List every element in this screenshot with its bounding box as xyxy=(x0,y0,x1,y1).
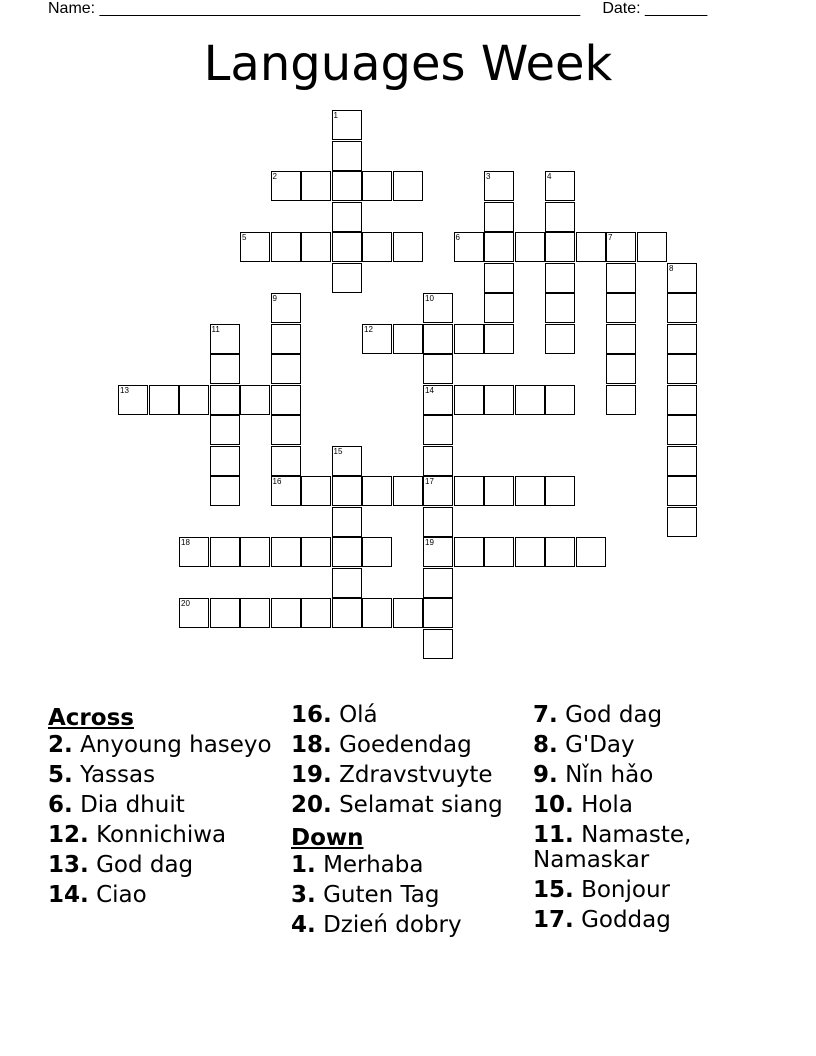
grid-cell[interactable] xyxy=(393,171,423,201)
grid-cell[interactable] xyxy=(423,568,453,598)
clue-item-text: Guten Tag xyxy=(323,882,440,908)
clue-number: 3 xyxy=(486,172,491,181)
grid-cell[interactable] xyxy=(606,232,636,262)
clue-item xyxy=(291,853,531,878)
grid-cell[interactable] xyxy=(484,537,514,567)
grid-cell[interactable] xyxy=(484,202,514,232)
grid-cell[interactable] xyxy=(545,293,575,323)
grid-cell[interactable] xyxy=(332,476,362,506)
grid-cell[interactable] xyxy=(271,598,301,628)
grid-cell[interactable] xyxy=(484,232,514,262)
grid-cell[interactable] xyxy=(667,324,697,354)
grid-cell[interactable] xyxy=(210,598,240,628)
grid-cell[interactable] xyxy=(332,598,362,628)
clue-number: 16 xyxy=(272,477,282,486)
grid-cell[interactable] xyxy=(271,354,301,384)
clue-number: 1 xyxy=(333,111,338,120)
clue-item-number: 12. xyxy=(48,822,89,848)
grid-cell[interactable] xyxy=(423,507,453,537)
clue-number: 9 xyxy=(272,294,277,303)
clue-item-number: 6. xyxy=(48,792,73,818)
grid-cell[interactable] xyxy=(545,385,575,415)
grid-cell[interactable] xyxy=(332,263,362,293)
grid-cell[interactable] xyxy=(606,354,636,384)
clue-item-number: 14. xyxy=(48,882,89,908)
clue-number: 12 xyxy=(364,324,373,334)
clue-item xyxy=(48,763,288,788)
grid-cell[interactable] xyxy=(149,385,179,415)
grid-cell[interactable] xyxy=(454,324,484,354)
clue-item-number: 20. xyxy=(291,792,332,818)
grid-cell[interactable] xyxy=(606,293,636,323)
grid-cell[interactable] xyxy=(484,476,514,506)
clue-number: 15 xyxy=(333,446,343,456)
grid-cell[interactable] xyxy=(515,232,545,262)
clue-number: 5 xyxy=(242,233,247,242)
clue-item xyxy=(533,823,773,873)
grid-cell[interactable] xyxy=(454,232,484,262)
clue-number: 19 xyxy=(425,538,434,547)
grid-cell[interactable] xyxy=(118,385,148,415)
grid-cell[interactable] xyxy=(454,476,484,506)
clue-column-1 xyxy=(48,703,288,913)
clue-item-text: Goedendag xyxy=(339,732,472,758)
grid-cell[interactable] xyxy=(210,324,240,354)
clue-item-text: Konnichiwa xyxy=(96,822,227,848)
grid-cell[interactable] xyxy=(179,598,209,628)
grid-cell[interactable] xyxy=(667,263,697,293)
clue-number: 20 xyxy=(181,599,190,608)
grid-cell[interactable] xyxy=(515,537,545,567)
grid-cell[interactable] xyxy=(667,507,697,537)
grid-cell[interactable] xyxy=(271,293,301,323)
clue-number: 7 xyxy=(608,233,613,242)
grid-cell[interactable] xyxy=(362,476,392,506)
grid-cell[interactable] xyxy=(332,202,362,232)
name-label: Name: xyxy=(48,0,96,17)
clue-item xyxy=(291,733,531,758)
grid-cell[interactable] xyxy=(362,537,392,567)
page-title: Languages Week xyxy=(203,36,613,92)
clue-item-text: Nǐn hǎo xyxy=(565,762,654,788)
down-heading: Down xyxy=(291,825,364,851)
clue-item-number: 9. xyxy=(533,762,558,788)
grid-cell[interactable] xyxy=(393,324,423,354)
grid-cell[interactable] xyxy=(301,537,331,567)
grid-cell[interactable] xyxy=(362,232,392,262)
clue-item-number: 5. xyxy=(48,762,73,788)
grid-cell[interactable] xyxy=(606,324,636,354)
grid-cell[interactable] xyxy=(576,537,606,567)
grid-cell[interactable] xyxy=(271,476,301,506)
grid-cell[interactable] xyxy=(423,629,453,659)
clue-item-text: G'Day xyxy=(565,732,635,758)
grid-cell[interactable] xyxy=(606,263,636,293)
grid-cell[interactable] xyxy=(301,476,331,506)
clue-item-text: God dag xyxy=(96,852,194,878)
clue-item xyxy=(533,763,773,788)
clue-item xyxy=(533,908,773,933)
clue-item-number: 17. xyxy=(533,907,574,933)
grid-cell[interactable] xyxy=(637,232,667,262)
grid-cell[interactable] xyxy=(179,537,209,567)
clue-column-3 xyxy=(533,703,773,938)
grid-cell[interactable] xyxy=(240,385,270,415)
clue-item xyxy=(533,878,773,903)
clue-number: 4 xyxy=(547,172,552,181)
grid-cell[interactable] xyxy=(667,385,697,415)
grid-cell[interactable] xyxy=(332,507,362,537)
clue-item-number: 10. xyxy=(533,792,574,818)
clue-item xyxy=(291,913,531,938)
grid-cell[interactable] xyxy=(667,446,697,476)
grid-cell[interactable] xyxy=(515,476,545,506)
clue-item-text: Anyoung haseyo xyxy=(80,732,272,758)
grid-cell[interactable] xyxy=(271,415,301,445)
clue-column-2 xyxy=(291,703,531,943)
grid-cell[interactable] xyxy=(484,171,514,201)
clue-number: 17 xyxy=(425,477,434,486)
clue-number: 14 xyxy=(425,385,434,395)
clue-item xyxy=(533,793,773,818)
clue-number: 6 xyxy=(455,233,460,242)
clue-number: 10 xyxy=(425,294,434,303)
grid-cell[interactable] xyxy=(393,232,423,262)
clue-item-number: 4. xyxy=(291,912,316,938)
grid-cell[interactable] xyxy=(210,354,240,384)
clue-item-text: Dia dhuit xyxy=(80,792,185,818)
clue-item-number: 2. xyxy=(48,732,73,758)
grid-cell[interactable] xyxy=(393,598,423,628)
clue-item xyxy=(291,883,531,908)
grid-cell[interactable] xyxy=(423,293,453,323)
clue-item xyxy=(48,883,288,908)
clue-item-text: Hola xyxy=(581,792,633,818)
grid-cell[interactable] xyxy=(179,385,209,415)
clue-item-text: Selamat siang xyxy=(339,792,503,818)
grid-cell[interactable] xyxy=(332,537,362,567)
clue-item-number: 8. xyxy=(533,732,558,758)
clue-item xyxy=(48,853,288,878)
grid-cell[interactable] xyxy=(332,171,362,201)
clue-item-number: 3. xyxy=(291,882,316,908)
clue-number: 18 xyxy=(181,538,190,547)
across-heading: Across xyxy=(48,705,134,731)
grid-cell[interactable] xyxy=(576,232,606,262)
grid-cell[interactable] xyxy=(301,232,331,262)
grid-cell[interactable] xyxy=(240,232,270,262)
grid-cell[interactable] xyxy=(667,293,697,323)
clue-item-number: 11. xyxy=(533,822,574,848)
grid-cell[interactable] xyxy=(423,354,453,384)
grid-cell[interactable] xyxy=(423,324,453,354)
clue-item-text: Olá xyxy=(339,702,378,728)
grid-cell[interactable] xyxy=(545,324,575,354)
grid-cell[interactable] xyxy=(271,324,301,354)
grid-cell[interactable] xyxy=(332,232,362,262)
grid-cell[interactable] xyxy=(210,446,240,476)
grid-cell[interactable] xyxy=(210,415,240,445)
grid-cell[interactable] xyxy=(484,385,514,415)
clue-item-text: Namaste, Namaskar xyxy=(533,822,692,873)
clue-item-text: Dzień dobry xyxy=(323,912,462,938)
grid-cell[interactable] xyxy=(271,537,301,567)
clue-item xyxy=(48,823,288,848)
grid-cell[interactable] xyxy=(362,324,392,354)
clue-item-text: Yassas xyxy=(80,762,156,788)
grid-cell[interactable] xyxy=(667,354,697,384)
clue-item-number: 19. xyxy=(291,762,332,788)
clue-item xyxy=(291,793,531,818)
grid-cell[interactable] xyxy=(271,232,301,262)
grid-cell[interactable] xyxy=(423,415,453,445)
clue-item xyxy=(48,793,288,818)
clue-item-text: Goddag xyxy=(581,907,671,933)
clue-item xyxy=(291,763,531,788)
grid-cell[interactable] xyxy=(545,263,575,293)
grid-cell[interactable] xyxy=(301,171,331,201)
clue-item-number: 13. xyxy=(48,852,89,878)
grid-cell[interactable] xyxy=(301,598,331,628)
grid-cell[interactable] xyxy=(545,232,575,262)
grid-cell[interactable] xyxy=(423,385,453,415)
clue-item-text: Zdravstvuyte xyxy=(339,762,493,788)
grid-cell[interactable] xyxy=(362,598,392,628)
grid-cell[interactable] xyxy=(271,171,301,201)
grid-cell[interactable] xyxy=(454,537,484,567)
clue-item-number: 16. xyxy=(291,702,332,728)
grid-cell[interactable] xyxy=(240,537,270,567)
grid-cell[interactable] xyxy=(545,476,575,506)
clue-item-text: Bonjour xyxy=(581,877,670,903)
clue-item-text: Merhaba xyxy=(323,852,424,878)
grid-cell[interactable] xyxy=(210,385,240,415)
clue-item-number: 15. xyxy=(533,877,574,903)
grid-cell[interactable] xyxy=(484,263,514,293)
grid-cell[interactable] xyxy=(515,385,545,415)
grid-cell[interactable] xyxy=(545,537,575,567)
clue-item xyxy=(533,733,773,758)
grid-cell[interactable] xyxy=(545,171,575,201)
clue-number: 8 xyxy=(669,263,674,273)
clue-item xyxy=(533,703,773,728)
grid-cell[interactable] xyxy=(606,385,636,415)
grid-cell[interactable] xyxy=(332,446,362,476)
grid-cell[interactable] xyxy=(271,446,301,476)
clue-item-number: 7. xyxy=(533,702,558,728)
grid-cell[interactable] xyxy=(667,476,697,506)
grid-cell[interactable] xyxy=(332,110,362,140)
grid-cell[interactable] xyxy=(332,568,362,598)
clue-item-text: Ciao xyxy=(96,882,147,908)
clue-number: 13 xyxy=(120,385,129,395)
grid-cell[interactable] xyxy=(423,537,453,567)
grid-cell[interactable] xyxy=(423,598,453,628)
clue-number: 11 xyxy=(211,324,220,334)
grid-cell[interactable] xyxy=(484,293,514,323)
clue-item-number: 18. xyxy=(291,732,332,758)
clue-number: 2 xyxy=(272,172,277,181)
grid-cell[interactable] xyxy=(423,446,453,476)
grid-cell[interactable] xyxy=(240,598,270,628)
grid-cell[interactable] xyxy=(362,171,392,201)
date-label: Date: xyxy=(602,0,641,17)
grid-cell[interactable] xyxy=(210,476,240,506)
clue-item-text: God dag xyxy=(565,702,663,728)
date-blank: _______ xyxy=(645,0,708,17)
clue-item xyxy=(48,733,288,758)
grid-cell[interactable] xyxy=(667,415,697,445)
clue-item-number: 1. xyxy=(291,852,316,878)
grid-cell[interactable] xyxy=(545,202,575,232)
grid-cell[interactable] xyxy=(423,476,453,506)
grid-cell[interactable] xyxy=(454,385,484,415)
grid-cell[interactable] xyxy=(210,537,240,567)
name-blank: ______________________________________________________ xyxy=(99,0,581,17)
grid-cell[interactable] xyxy=(332,141,362,171)
grid-cell[interactable] xyxy=(393,476,423,506)
clue-item xyxy=(291,703,531,728)
grid-cell[interactable] xyxy=(484,324,514,354)
grid-cell[interactable] xyxy=(271,385,301,415)
